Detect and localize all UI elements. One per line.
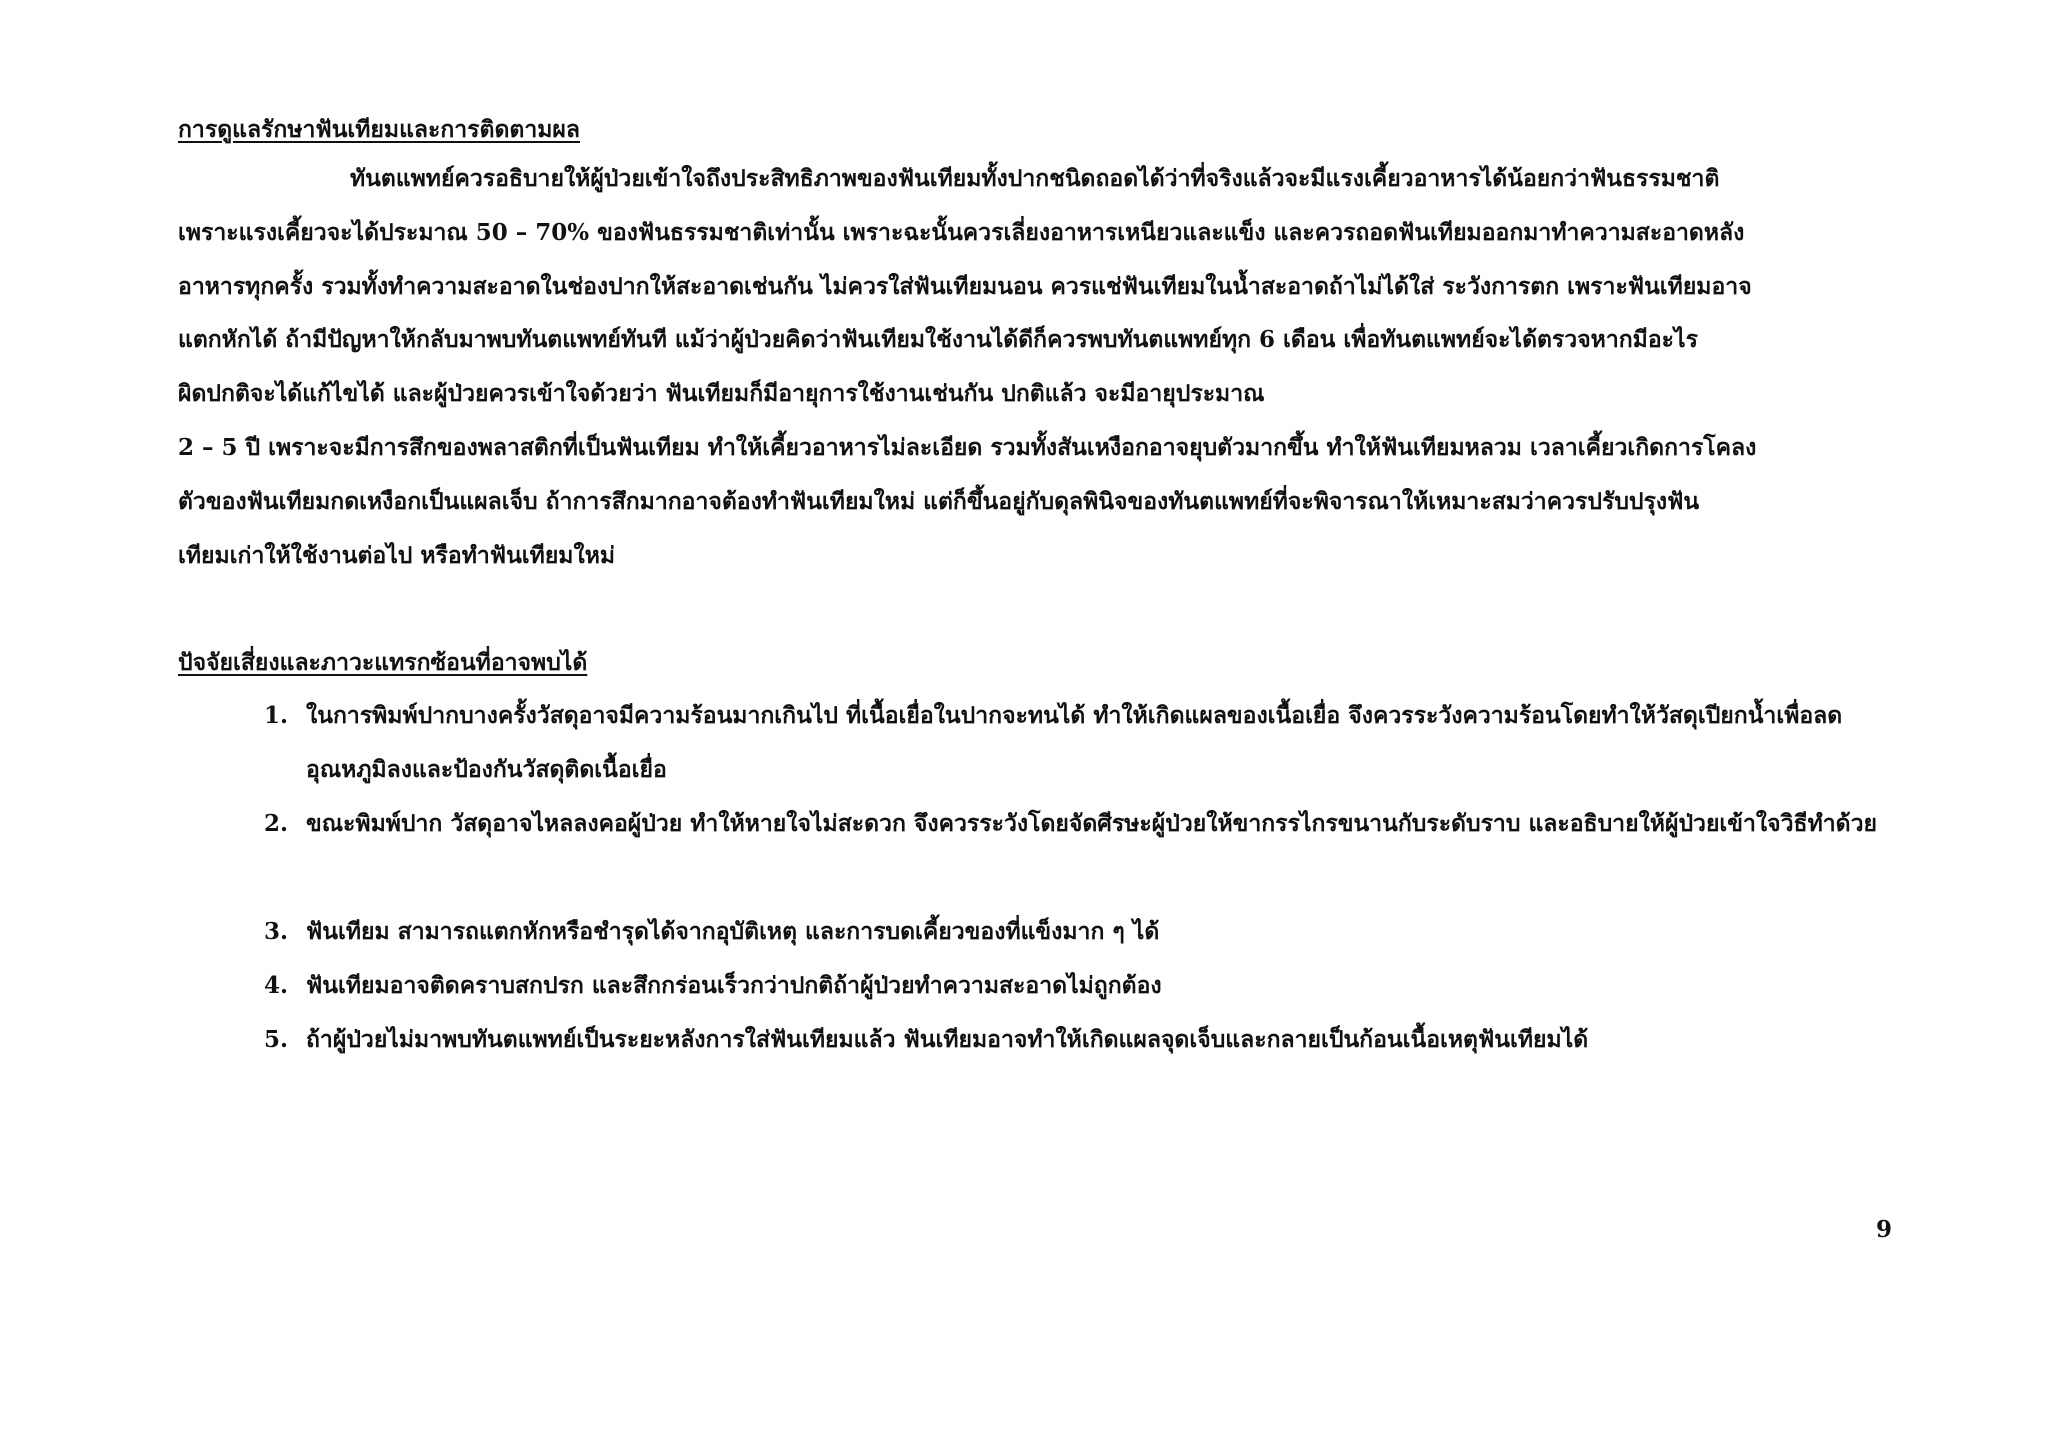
section-heading-risk-factors: ปัจจัยเสี่ยงและภาวะแทรกซ้อนที่อาจพบได้ [178, 649, 588, 676]
list-number: 5. [264, 1026, 289, 1053]
list-number: 3. [264, 918, 289, 945]
list-text: ฟันเทียมอาจติดคราบสกปรก และสึกกร่อนเร็วกว่าปกติถ้าผู้ป่วยทำความสะอาดไม่ถูกต้อง [306, 972, 1162, 999]
list-number: 2. [264, 810, 289, 837]
paragraph-line: แตกหักได้ ถ้ามีปัญหาให้กลับมาพบทันตแพทย์ทันที แม้ว่าผู้ป่วยคิดว่าฟันเทียมใช้งานได้ดีก็ควรพบทันตแพทย์ทุก 6 เดือน เพื่อทันตแพทย์จะได้ตรวจหากมีอะไร [178, 326, 1698, 353]
list-number: 4. [264, 972, 289, 999]
paragraph-line: ทันตแพทย์ควรอธิบายให้ผู้ป่วยเข้าใจถึงประสิทธิภาพของฟันเทียมทั้งปากชนิดถอดได้ว่าที่จริงแล้วจะมีแรงเคี้ยวอาหารได้น้อยกว่าฟันธรรมชาติ [350, 165, 1720, 192]
list-text: ในการพิมพ์ปากบางครั้งวัสดุอาจมีความร้อนมากเกินไป ที่เนื้อเยื่อในปากจะทนได้ ทำให้เกิดแผลของเนื้อเยื่อ จึงควรระวังความร้อนโดยทำให้วัสดุเปียกน้ำเพื่อลดอุณหภูมิลงและป้องกันวัสดุติดเนื้อเยื่อ [306, 702, 1843, 783]
paragraph-line: ตัวของฟันเทียมกดเหงือกเป็นแผลเจ็บ ถ้าการสึกมากอาจต้องทำฟันเทียมใหม่ แต่ก็ขึ้นอยู่กับดุลพินิจของทันตแพทย์ที่จะพิจารณาให้เหมาะสมว่าควรปรับปรุงฟัน [178, 488, 1700, 515]
section-heading-denture-care: การดูแลรักษาฟันเทียมและการติดตามผล [178, 116, 580, 143]
list-number: 1. [264, 702, 289, 729]
paragraph-line: อาหารทุกครั้ง รวมทั้งทำความสะอาดในช่องปากให้สะอาดเช่นกัน ไม่ควรใส่ฟันเทียมนอน ควรแช่ฟันเทียมในน้ำสะอาดถ้าไม่ได้ใส่ ระวังการตก เพราะฟันเทียมอาจ [178, 273, 1752, 300]
list-text: ถ้าผู้ป่วยไม่มาพบทันตแพทย์เป็นระยะหลังการใส่ฟันเทียมแล้ว ฟันเทียมอาจทำให้เกิดแผลจุดเจ็บและกลายเป็นก้อนเนื้อเหตุฟันเทียมได้ [306, 1026, 1589, 1053]
page-number: 9 [1876, 1216, 1893, 1243]
list-text: ฟันเทียม สามารถแตกหักหรือชำรุดได้จากอุบัติเหตุ และการบดเคี้ยวของที่แข็งมาก ๆ ได้ [306, 918, 1160, 945]
paragraph-line: 2 – 5 ปี เพราะจะมีการสึกของพลาสติกที่เป็นฟันเทียม ทำให้เคี้ยวอาหารไม่ละเอียด รวมทั้งสันเหงือกอาจยุบตัวมากขึ้น ทำให้ฟันเทียมหลวม เวลาเคี้ยวเกิดการโคลง [178, 434, 1757, 461]
list-text: ขณะพิมพ์ปาก วัสดุอาจไหลลงคอผู้ป่วย ทำให้หายใจไม่สะดวก จึงควรระวังโดยจัดศีรษะผู้ป่วยให้ขากรรไกรขนานกับระดับราบ และอธิบายให้ผู้ป่วยเข้าใจวิธีทำด้วย [306, 810, 1877, 837]
paragraph-line: ผิดปกติจะได้แก้ไขได้ และผู้ป่วยควรเข้าใจด้วยว่า ฟันเทียมก็มีอายุการใช้งานเช่นกัน ปกติแล้ว จะมีอายุประมาณ [178, 380, 1265, 407]
paragraph-line: เพราะแรงเคี้ยวจะได้ประมาณ 50 – 70% ของฟันธรรมชาติเท่านั้น เพราะฉะนั้นควรเลี่ยงอาหารเหนียวและแข็ง และควรถอดฟันเทียมออกมาทำความสะอาดหลัง [178, 219, 1745, 246]
paragraph-line: เทียมเก่าให้ใช้งานต่อไป หรือทำฟันเทียมใหม่ [178, 542, 616, 569]
